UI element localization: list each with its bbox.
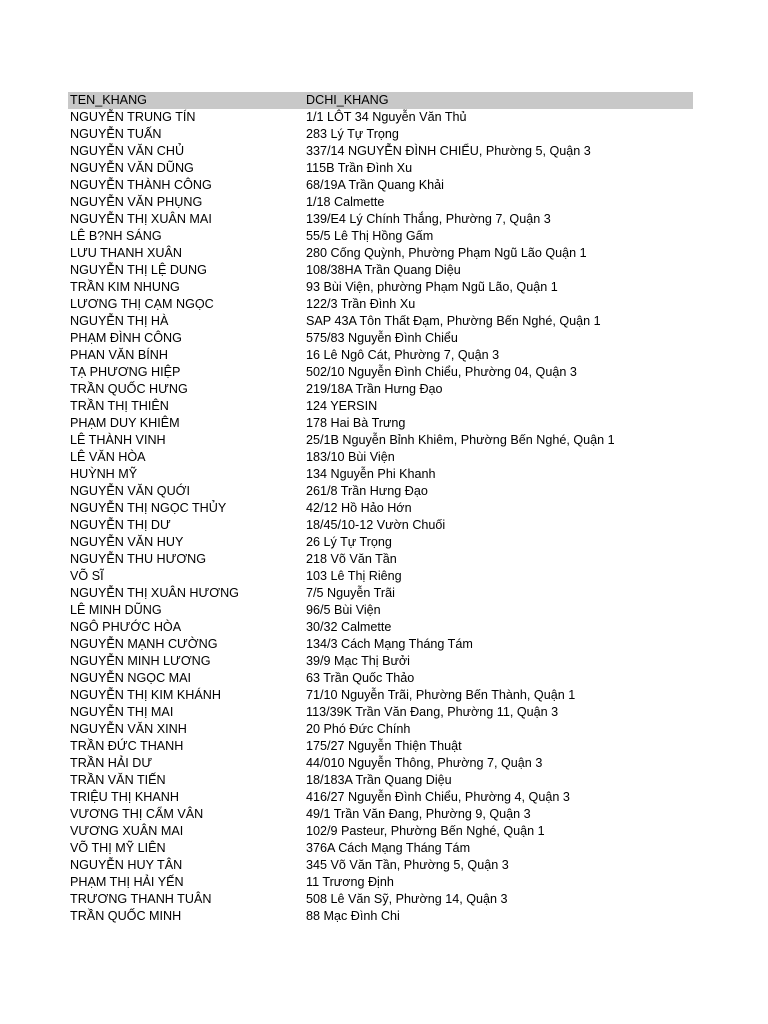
customer-address-cell: 93 Bùi Viện, phường Phạm Ngũ Lão, Quận 1 [306,280,558,294]
table-row [68,126,693,143]
customer-address-cell: 337/14 NGUYỄN ĐÌNH CHIỂU, Phường 5, Quận 3 [306,144,591,158]
customer-name-cell: NGUYỄN TUẤN [70,127,162,141]
customer-name-cell: NGUYỄN THỊ MAI [70,705,174,719]
customer-address-cell: 11 Trương Định [306,875,394,889]
table-row [68,687,693,704]
customer-name-cell: NGUYỄN THÀNH CÔNG [70,178,212,192]
table-row [68,772,693,789]
customer-name-cell: NGUYỄN VĂN CHỦ [70,144,185,158]
customer-name-cell: NGUYỄN TRUNG TÍN [70,110,196,124]
customer-name-cell: HUỲNH MỸ [70,467,138,481]
customer-address-cell: 376A Cách Mạng Tháng Tám [306,841,471,855]
customer-address-cell: 30/32 Calmette [306,620,392,634]
customer-address-cell: 71/10 Nguyễn Trãi, Phường Bến Thành, Quận 1 [306,688,576,702]
customer-address-cell: 115B Trần Đình Xu [306,161,413,175]
table-row [68,517,693,534]
header-ten-khang: TEN_KHANG [70,93,147,107]
table-row [68,330,693,347]
customer-name-cell: NGUYỄN THỊ XUÂN MAI [70,212,212,226]
customer-name-cell: PHẠM THỊ HẢI YẾN [70,875,184,889]
customer-address-cell: 63 Trần Quốc Thảo [306,671,415,685]
customer-name-cell: TẠ PHƯƠNG HIỆP [70,365,181,379]
customer-name-cell: LƯƠNG THỊ CẠM NGỌC [70,297,214,311]
table-row [68,738,693,755]
table-row [68,534,693,551]
table-row [68,160,693,177]
customer-address-cell: 139/E4 Lý Chính Thắng, Phường 7, Quận 3 [306,212,551,226]
customer-name-cell: TRẦN KIM NHUNG [70,280,180,294]
customer-table [68,92,693,925]
customer-name-cell: NGUYỄN THU HƯƠNG [70,552,207,566]
table-row [68,500,693,517]
customer-address-cell: 1/1 LÔT 34 Nguyễn Văn Thủ [306,110,467,124]
table-row [68,602,693,619]
customer-address-cell: 55/5 Lê Thị Hồng Gấm [306,229,434,243]
table-row [68,262,693,279]
customer-address-cell: 68/19A Trần Quang Khải [306,178,444,192]
customer-address-cell: 96/5 Bùi Viện [306,603,381,617]
table-body [68,109,693,925]
customer-address-cell: 88 Mạc Đình Chi [306,909,400,923]
customer-address-cell: 122/3 Trần Đình Xu [306,297,416,311]
customer-name-cell: TRIỆU THỊ KHANH [70,790,179,804]
table-row [68,840,693,857]
table-row [68,789,693,806]
customer-name-cell: VƯƠNG XUÂN MAI [70,824,184,838]
customer-address-cell: 26 Lý Tự Trọng [306,535,392,549]
customer-address-cell: 16 Lê Ngô Cát, Phường 7, Quận 3 [306,348,500,362]
customer-name-cell: NGUYỄN THỊ XUÂN HƯƠNG [70,586,239,600]
customer-address-cell: 39/9 Mạc Thị Bưởi [306,654,410,668]
table-row [68,636,693,653]
table-row [68,891,693,908]
customer-name-cell: TRẦN HẢI DƯ [70,756,153,770]
customer-address-cell: 7/5 Nguyễn Trãi [306,586,395,600]
customer-name-cell: NGUYỄN VĂN QUỚI [70,484,190,498]
customer-name-cell: NGUYỄN THỊ HÀ [70,314,169,328]
table-row [68,194,693,211]
customer-name-cell: LÊ MINH DŨNG [70,603,162,617]
customer-address-cell: 283 Lý Tự Trọng [306,127,399,141]
table-row [68,364,693,381]
customer-address-cell: 178 Hai Bà Trưng [306,416,406,430]
customer-address-cell: 280 Cống Quỳnh, Phường Phạm Ngũ Lão Quận 1 [306,246,587,260]
table-row [68,177,693,194]
table-row [68,228,693,245]
customer-address-cell: 219/18A Trần Hưng Đạo [306,382,443,396]
customer-name-cell: NGUYỄN VĂN PHỤNG [70,195,203,209]
customer-address-cell: 261/8 Trần Hưng Đạo [306,484,428,498]
customer-address-cell: 25/1B Nguyễn Bỉnh Khiêm, Phường Bến Nghé, Quận 1 [306,433,615,447]
table-row [68,704,693,721]
customer-name-cell: NGUYỄN THỊ DƯ [70,518,171,532]
table-row [68,857,693,874]
table-row [68,279,693,296]
customer-name-cell: VÕ SĨ [70,569,104,583]
customer-name-cell: NGUYỄN VĂN XINH [70,722,187,736]
table-row [68,721,693,738]
customer-address-cell: 575/83 Nguyễn Đình Chiểu [306,331,458,345]
table-row [68,874,693,891]
customer-address-cell: 18/45/10-12 Vườn Chuối [306,518,446,532]
customer-name-cell: NGUYỄN NGỌC MAI [70,671,192,685]
customer-address-cell: 44/010 Nguyễn Thông, Phường 7, Quận 3 [306,756,543,770]
customer-name-cell: NGUYỄN MINH LƯƠNG [70,654,211,668]
customer-address-cell: 508 Lê Văn Sỹ, Phường 14, Quận 3 [306,892,508,906]
customer-address-cell: 103 Lê Thị Riêng [306,569,402,583]
customer-address-cell: SAP 43A Tôn Thất Đạm, Phường Bến Nghé, Quận 1 [306,314,601,328]
customer-name-cell: PHẠM ĐÌNH CÔNG [70,331,182,345]
table-row [68,109,693,126]
customer-name-cell: TRẦN QUỐC HƯNG [70,382,188,396]
customer-address-cell: 124 YERSIN [306,399,378,413]
table-row [68,823,693,840]
customer-name-cell: NGUYỄN THỊ KIM KHÁNH [70,688,221,702]
customer-address-cell: 175/27 Nguyễn Thiện Thuật [306,739,462,753]
table-row [68,143,693,160]
customer-name-cell: NGUYỄN VĂN DŨNG [70,161,194,175]
table-row [68,619,693,636]
table-row [68,466,693,483]
customer-name-cell: LÊ B?NH SÁNG [70,229,162,243]
customer-address-cell: 108/38HA Trần Quang Diệu [306,263,461,277]
customer-name-cell: NGUYỄN VĂN HUY [70,535,184,549]
table-row [68,806,693,823]
table-row [68,483,693,500]
table-row [68,755,693,772]
customer-address-cell: 42/12 Hồ Hảo Hớn [306,501,412,515]
table-row [68,398,693,415]
customer-address-cell: 113/39K Trần Văn Đang, Phường 11, Quận 3 [306,705,559,719]
customer-name-cell: NGUYỄN HUY TÂN [70,858,183,872]
table-row [68,296,693,313]
table-row [68,568,693,585]
table-row [68,313,693,330]
table-row [68,415,693,432]
table-row [68,551,693,568]
customer-address-cell: 20 Phó Đức Chính [306,722,411,736]
customer-address-cell: 502/10 Nguyễn Đình Chiểu, Phường 04, Quận 3 [306,365,577,379]
header-dchi-khang: DCHI_KHANG [306,93,389,107]
customer-name-cell: NGÔ PHƯỚC HÒA [70,620,182,634]
table-header-row [68,92,693,109]
table-row [68,585,693,602]
customer-name-cell: TRẦN VĂN TIẾN [70,773,166,787]
customer-name-cell: LƯU THANH XUÂN [70,246,182,260]
customer-name-cell: PHẠM DUY KHIÊM [70,416,180,430]
customer-address-cell: 345 Võ Văn Tần, Phường 5, Quận 3 [306,858,509,872]
customer-name-cell: LÊ THÀNH VINH [70,433,166,447]
table-row [68,211,693,228]
customer-name-cell: NGUYỄN THỊ NGỌC THỦY [70,501,227,515]
table-row [68,908,693,925]
customer-address-cell: 218 Võ Văn Tần [306,552,397,566]
table-row [68,449,693,466]
customer-name-cell: TRƯƠNG THANH TUÂN [70,892,212,906]
customer-name-cell: LÊ VĂN HÒA [70,450,146,464]
customer-address-cell: 102/9 Pasteur, Phường Bến Nghé, Quận 1 [306,824,545,838]
customer-address-cell: 183/10 Bùi Viện [306,450,395,464]
customer-address-cell: 134/3 Cách Mạng Tháng Tám [306,637,473,651]
table-row [68,670,693,687]
table-row [68,653,693,670]
customer-name-cell: TRẦN THỊ THIÊN [70,399,169,413]
customer-address-cell: 1/18 Calmette [306,195,385,209]
customer-name-cell: TRẦN ĐỨC THANH [70,739,184,753]
customer-address-cell: 18/183A Trần Quang Diệu [306,773,452,787]
customer-name-cell: TRẦN QUỐC MINH [70,909,182,923]
customer-name-cell: VƯƠNG THỊ CẨM VÂN [70,807,204,821]
table-row [68,381,693,398]
customer-address-cell: 416/27 Nguyễn Đình Chiểu, Phường 4, Quận 3 [306,790,570,804]
customer-address-cell: 49/1 Trần Văn Đang, Phường 9, Quận 3 [306,807,531,821]
table-row [68,245,693,262]
table-row [68,432,693,449]
customer-name-cell: NGUYỄN MẠNH CƯỜNG [70,637,218,651]
customer-name-cell: NGUYỄN THỊ LỆ DUNG [70,263,207,277]
customer-name-cell: VÕ THỊ MỸ LIÊN [70,841,166,855]
customer-address-cell: 134 Nguyễn Phi Khanh [306,467,436,481]
customer-name-cell: PHAN VĂN BÍNH [70,348,168,362]
table-row [68,347,693,364]
